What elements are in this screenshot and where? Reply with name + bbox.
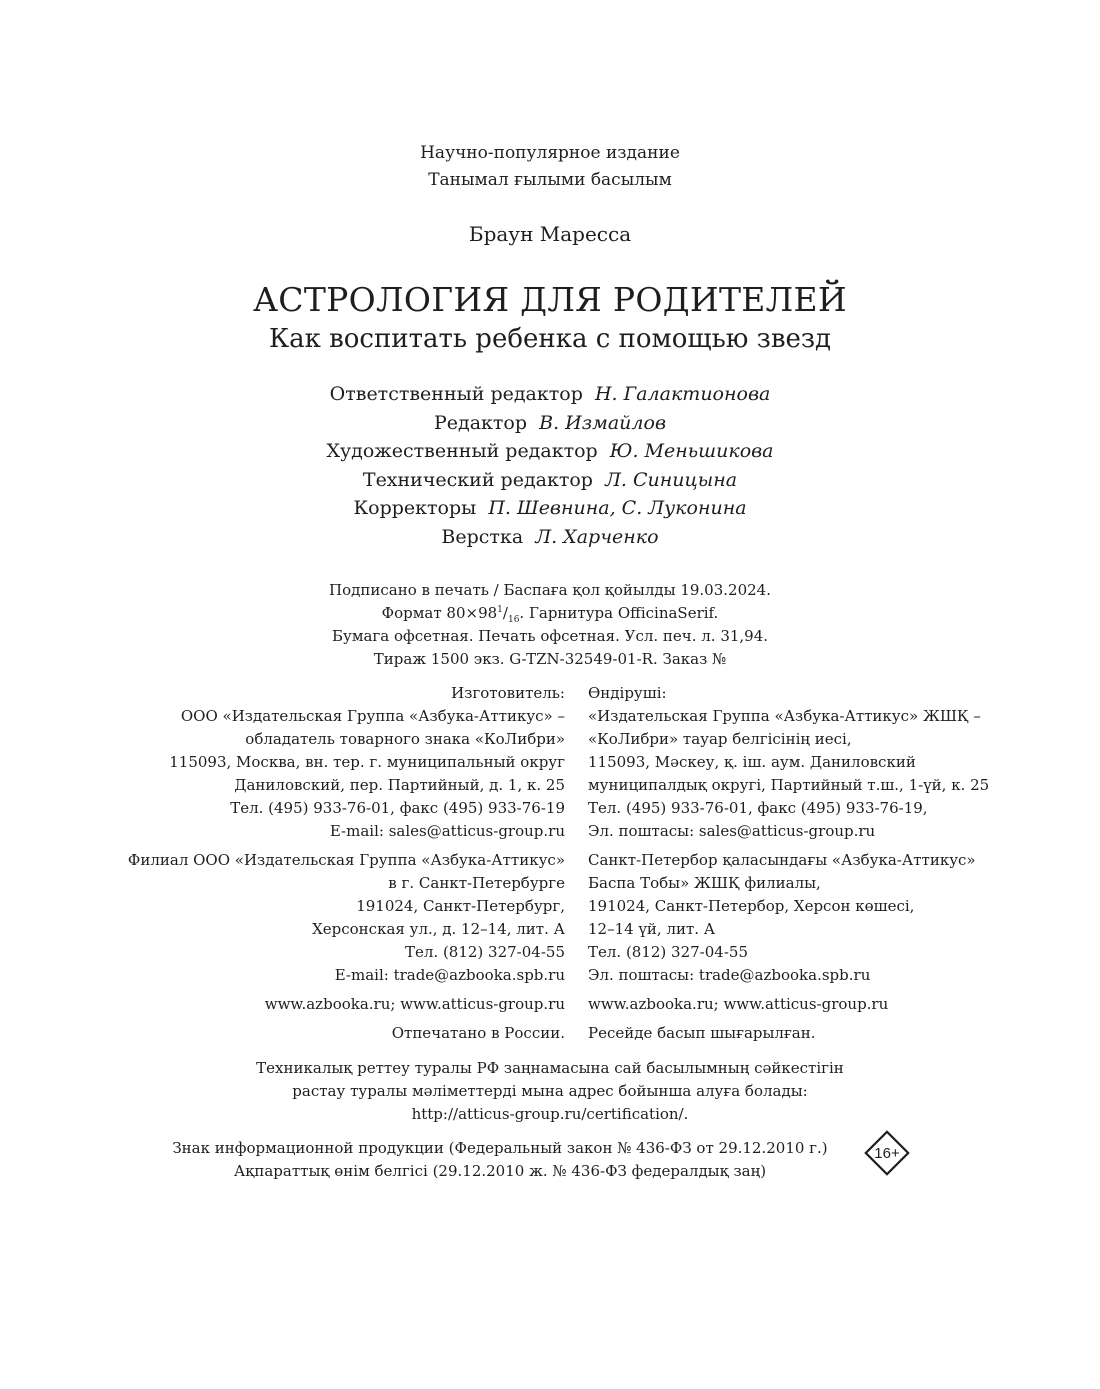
manufacturer-ru-line: ООО «Издательская Группа «Азбука-Аттикус» – xyxy=(180,707,565,725)
genre-kz: Танымал ғылыми басылым xyxy=(428,170,672,190)
format-suffix: . Гарнитура OfficinaSerif. xyxy=(519,604,719,622)
credit-role: Ответственный редактор xyxy=(329,383,583,405)
certification-line: Техникалық реттеу туралы РФ заңнамасына сай басылымның сәйкестігін xyxy=(256,1059,844,1077)
credit-line xyxy=(0,526,1100,548)
credit-line xyxy=(0,440,1100,462)
credit-role: Редактор xyxy=(433,412,528,434)
credit-name: Л. Синицына xyxy=(605,469,738,491)
branch-ru-line: в г. Санкт-Петербурге xyxy=(388,874,565,892)
manufacturer-ru-line: обладатель товарного знака «КоЛибри» xyxy=(245,730,565,748)
certification-line: растау туралы мәліметтерді мына адрес бойынша алуға болады: xyxy=(292,1082,808,1100)
manufacturer-kz-line: «КоЛибри» тауар белгісінің иесі, xyxy=(588,730,852,748)
book-title: АСТРОЛОГИЯ ДЛЯ РОДИТЕЛЕЙ xyxy=(253,280,847,319)
credit-line xyxy=(0,469,1100,491)
branch-ru-line: Херсонская ул., д. 12–14, лит. А xyxy=(312,920,565,938)
branch-ru-line: Филиал ООО «Издательская Группа «Азбука-Аттикус» xyxy=(127,851,565,869)
branch-ru-email: E-mail: trade@azbooka.spb.ru xyxy=(334,966,565,984)
manufacturer-ru-email: E-mail: sales@atticus-group.ru xyxy=(329,822,565,840)
manufacturer-kz-line: «Издательская Группа «Азбука-Аттикус» ЖШҚ – xyxy=(588,707,981,725)
branch-kz-line: Тел. (812) 327-04-55 xyxy=(588,943,748,961)
credit-name: Н. Галактионова xyxy=(594,383,771,405)
credit-role: Корректоры xyxy=(353,497,477,519)
credit-role: Технический редактор xyxy=(362,469,593,491)
credit-role: Верстка xyxy=(441,526,524,548)
websites-kz: www.azbooka.ru; www.atticus-group.ru xyxy=(588,995,889,1013)
credit-role: Художественный редактор xyxy=(326,440,598,462)
branch-ru-line: Тел. (812) 327-04-55 xyxy=(405,943,565,961)
print-signed: Подписано в печать / Баспаға қол қойылды 19.03.2024. xyxy=(329,581,771,599)
age-sign-kz: Ақпараттық өнім белгісі (29.12.2010 ж. № 436-ФЗ федералдық заң) xyxy=(233,1162,767,1180)
printed-ru: Отпечатано в России. xyxy=(391,1024,565,1042)
branch-ru-line: 191024, Санкт-Петербург, xyxy=(356,897,565,915)
format-prefix: Формат 80×98 xyxy=(381,604,498,622)
credit-line xyxy=(0,497,1100,519)
credit-name: В. Измайлов xyxy=(539,412,667,434)
manufacturer-ru-line: 115093, Москва, вн. тер. г. муниципальный округ xyxy=(169,753,565,771)
author: Браун Маресса xyxy=(468,222,632,246)
credit-name: Л. Харченко xyxy=(535,526,659,548)
manufacturer-ru-line: Даниловский, пер. Партийный, д. 1, к. 25 xyxy=(234,776,565,794)
websites-ru: www.azbooka.ru; www.atticus-group.ru xyxy=(264,995,565,1013)
age-rating-diamond-icon xyxy=(861,1127,913,1179)
format-den: 16 xyxy=(507,615,520,625)
manufacturer-kz-email: Эл. поштасы: sales@atticus-group.ru xyxy=(588,822,876,840)
age-rating-label: 16+ xyxy=(874,1145,900,1162)
format-num: 1 xyxy=(497,605,503,615)
branch-kz-email: Эл. поштасы: trade@azbooka.spb.ru xyxy=(588,966,871,984)
genre-ru: Научно-популярное издание xyxy=(420,143,680,163)
credit-line xyxy=(0,412,1100,434)
manufacturer-ru-line: Изготовитель: xyxy=(451,684,565,702)
print-paper: Бумага офсетная. Печать офсетная. Усл. печ. л. 31,94. xyxy=(331,627,769,645)
certification-url: http://atticus-group.ru/certification/. xyxy=(411,1105,689,1123)
age-sign-ru: Знак информационной продукции (Федеральный закон № 436-ФЗ от 29.12.2010 г.) xyxy=(172,1139,828,1157)
manufacturer-kz-line: муниципалдық округі, Партийный т.ш., 1-үй, к. 25 xyxy=(588,776,990,794)
credit-name: Ю. Меньшикова xyxy=(609,440,774,462)
branch-kz-line: 191024, Санкт-Петербор, Херсон көшесі, xyxy=(588,897,915,915)
credit-line xyxy=(0,383,1100,405)
print-format: Формат $80\times 98^1/_{16}$. Гарнитура OfficinaSerif. xyxy=(381,604,719,625)
manufacturer-kz-line: Тел. (495) 933-76-01, факс (495) 933-76-19, xyxy=(588,799,928,817)
branch-kz-line: 12–14 үй, лит. А xyxy=(588,920,716,938)
manufacturer-ru-line: Тел. (495) 933-76-01, факс (495) 933-76-19 xyxy=(230,799,565,817)
manufacturer-kz-line: Өндіруші: xyxy=(588,684,667,702)
age-rating-badge xyxy=(861,1127,913,1179)
printed-kz: Ресейде басып шығарылған. xyxy=(588,1024,816,1042)
print-run: Тираж 1500 экз. G-TZN-32549-01-R. Заказ № xyxy=(373,650,727,668)
book-subtitle: Как воспитать ребенка с помощью звезд xyxy=(268,324,832,354)
credit-name: П. Шевнина, С. Луконина xyxy=(488,497,747,519)
branch-kz-line: Баспа Тобы» ЖШҚ филиалы, xyxy=(588,874,821,892)
branch-kz-line: Санкт-Петербор қаласындағы «Азбука-Аттикус» xyxy=(588,851,976,869)
manufacturer-kz-line: 115093, Мәскеу, қ. іш. аум. Даниловский xyxy=(588,753,916,771)
